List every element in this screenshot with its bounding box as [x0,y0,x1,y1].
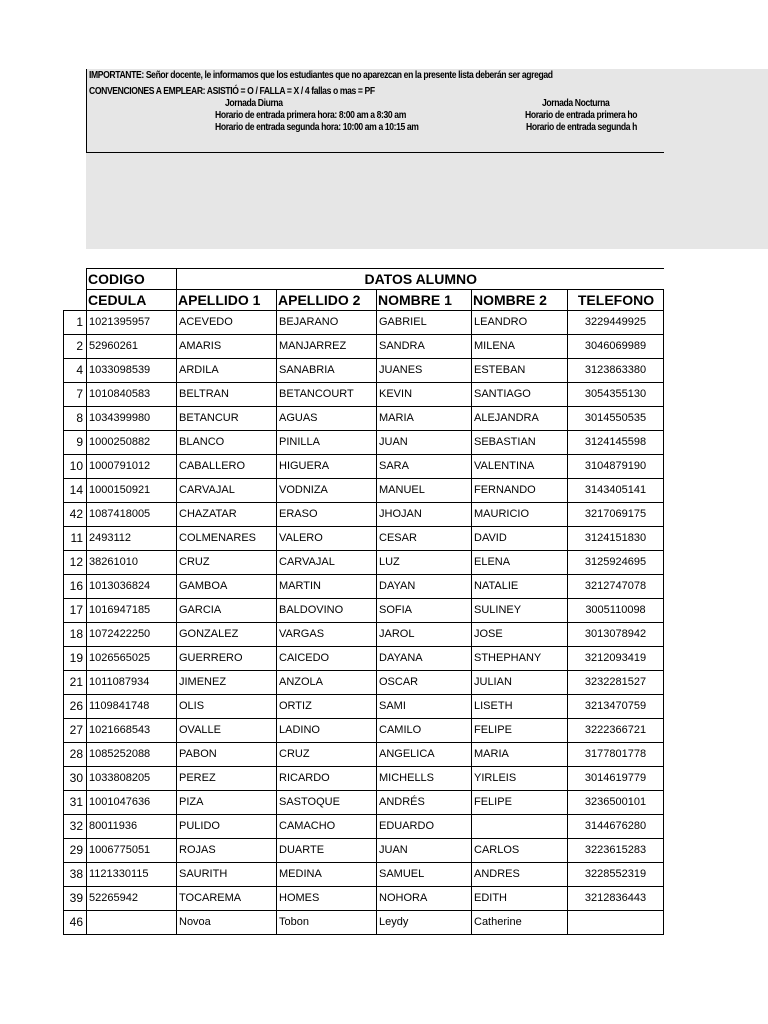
nombre-2-cell: MILENA [472,335,568,359]
cedula-cell: 1034399980 [87,407,177,431]
cedula-cell: 52960261 [87,335,177,359]
apellido-1-cell: GAMBOA [177,575,277,599]
apellido-1-cell: CRUZ [177,551,277,575]
row-number: 27 [64,719,87,743]
table-row [64,671,664,695]
apellido-1-cell: BELTRAN [177,383,277,407]
nombre-2-cell: ESTEBAN [472,359,568,383]
nombre-2-cell: SULINEY [472,599,568,623]
telefono-cell: 3212747078 [568,575,664,599]
nombre-1-cell: ANDRÉS [377,791,472,815]
table-row [64,359,664,383]
table-row [64,791,664,815]
nombre-2-cell: EDITH [472,887,568,911]
nombre-2-cell: LEANDRO [472,311,568,335]
cedula-cell: 1087418005 [87,503,177,527]
telefono-cell: 3144676280 [568,815,664,839]
apellido-1-cell: OLIS [177,695,277,719]
cedula-cell: 1021668543 [87,719,177,743]
apellido-1-cell: ROJAS [177,839,277,863]
student-table [63,268,664,935]
notice-box [86,69,664,153]
row-number: 39 [64,887,87,911]
nocturna-title: Jornada Nocturna [542,98,610,109]
row-number: 38 [64,863,87,887]
nombre-2-cell: DAVID [472,527,568,551]
apellido-1-cell: ARDILA [177,359,277,383]
telefono-cell: 3013078942 [568,623,664,647]
apellido-1-cell: PABON [177,743,277,767]
notice-important: IMPORTANTE: Señor docente, le informamos que los estudiantes que no aparezcan en la presente lista deberán ser agregad [89,70,553,81]
table-row [64,407,664,431]
nombre-2-cell: Catherine [472,911,568,935]
header-telefono: TELEFONO [568,290,664,311]
apellido-2-cell: MEDINA [277,863,377,887]
apellido-2-cell: MARTIN [277,575,377,599]
nombre-1-cell: MICHELLS [377,767,472,791]
table-row [64,431,664,455]
row-number: 4 [64,359,87,383]
nombre-2-cell: SEBASTIAN [472,431,568,455]
row-number: 26 [64,695,87,719]
header-row-top [64,269,664,290]
apellido-1-cell: CARVAJAL [177,479,277,503]
nombre-1-cell: MARIA [377,407,472,431]
nombre-2-cell: FERNANDO [472,479,568,503]
telefono-cell: 3212836443 [568,887,664,911]
telefono-cell: 3229449925 [568,311,664,335]
nombre-1-cell: SANDRA [377,335,472,359]
row-number: 30 [64,767,87,791]
nombre-2-cell: ALEJANDRA [472,407,568,431]
telefono-cell: 3228552319 [568,863,664,887]
apellido-2-cell: VALERO [277,527,377,551]
apellido-2-cell: Tobon [277,911,377,935]
row-number: 8 [64,407,87,431]
cedula-cell: 2493112 [87,527,177,551]
apellido-1-cell: CABALLERO [177,455,277,479]
telefono-cell: 3143405141 [568,479,664,503]
header-nombre-1: NOMBRE 1 [377,290,472,311]
table-row [64,695,664,719]
row-number: 2 [64,335,87,359]
row-number: 11 [64,527,87,551]
diurna-first-hour: Horario de entrada primera hora: 8:00 am a 8:30 am [215,110,406,121]
apellido-1-cell: SAURITH [177,863,277,887]
table-row [64,311,664,335]
apellido-2-cell: MANJARREZ [277,335,377,359]
apellido-2-cell: VODNIZA [277,479,377,503]
nombre-1-cell: GABRIEL [377,311,472,335]
apellido-1-cell: Novoa [177,911,277,935]
row-number: 46 [64,911,87,935]
telefono-cell: 3005110098 [568,599,664,623]
apellido-2-cell: BEJARANO [277,311,377,335]
corner-cell [64,269,87,290]
header-codigo: CODIGO [87,269,177,290]
apellido-2-cell: CAICEDO [277,647,377,671]
notice-conventions: CONVENCIONES A EMPLEAR: ASISTIÓ = O / FALLA = X / 4 fallas o mas = PF [89,86,375,97]
nombre-2-cell: STHEPHANY [472,647,568,671]
apellido-2-cell: AGUAS [277,407,377,431]
nombre-1-cell: SAMI [377,695,472,719]
cedula-cell: 1011087934 [87,671,177,695]
header-datos-alumno: DATOS ALUMNO [177,269,664,290]
header-apellido-1: APELLIDO 1 [177,290,277,311]
table-row [64,335,664,359]
apellido-2-cell: BETANCOURT [277,383,377,407]
nombre-1-cell: DAYAN [377,575,472,599]
table-row [64,911,664,935]
row-number: 14 [64,479,87,503]
row-number: 42 [64,503,87,527]
telefono-cell: 3236500101 [568,791,664,815]
nombre-2-cell: JOSE [472,623,568,647]
row-number: 31 [64,791,87,815]
apellido-1-cell: GARCIA [177,599,277,623]
nombre-1-cell: ANGELICA [377,743,472,767]
apellido-2-cell: SANABRIA [277,359,377,383]
cedula-cell: 1000250882 [87,431,177,455]
telefono-cell [568,911,664,935]
table-row [64,767,664,791]
nombre-2-cell: NATALIE [472,575,568,599]
row-number: 16 [64,575,87,599]
header-cedula: CEDULA [87,290,177,311]
header-nombre-2: NOMBRE 2 [472,290,568,311]
diurna-title: Jornada Diurna [225,98,283,109]
apellido-2-cell: CRUZ [277,743,377,767]
row-number: 7 [64,383,87,407]
apellido-1-cell: AMARIS [177,335,277,359]
apellido-2-cell: BALDOVINO [277,599,377,623]
row-number: 17 [64,599,87,623]
nombre-2-cell: ELENA [472,551,568,575]
apellido-2-cell: ANZOLA [277,671,377,695]
apellido-2-cell: SASTOQUE [277,791,377,815]
nombre-2-cell: ANDRES [472,863,568,887]
nombre-1-cell: EDUARDO [377,815,472,839]
apellido-1-cell: OVALLE [177,719,277,743]
apellido-1-cell: BETANCUR [177,407,277,431]
cedula-cell [87,911,177,935]
apellido-1-cell: GONZALEZ [177,623,277,647]
telefono-cell: 3124145598 [568,431,664,455]
cedula-cell: 52265942 [87,887,177,911]
table-row [64,887,664,911]
apellido-1-cell: TOCAREMA [177,887,277,911]
row-number: 12 [64,551,87,575]
nombre-1-cell: KEVIN [377,383,472,407]
telefono-cell: 3212093419 [568,647,664,671]
nombre-2-cell: MARIA [472,743,568,767]
apellido-2-cell: ORTIZ [277,695,377,719]
telefono-cell: 3014619779 [568,767,664,791]
cedula-cell: 1085252088 [87,743,177,767]
nombre-1-cell: JUAN [377,431,472,455]
nombre-1-cell: SOFIA [377,599,472,623]
table-row [64,575,664,599]
apellido-1-cell: PULIDO [177,815,277,839]
telefono-cell: 3054355130 [568,383,664,407]
apellido-1-cell: ACEVEDO [177,311,277,335]
telefono-cell: 3177801778 [568,743,664,767]
cedula-cell: 1072422250 [87,623,177,647]
nombre-1-cell: Leydy [377,911,472,935]
table-row [64,383,664,407]
cedula-cell: 1016947185 [87,599,177,623]
table-row [64,839,664,863]
telefono-cell: 3123863380 [568,359,664,383]
cedula-cell: 38261010 [87,551,177,575]
header-row-columns [64,290,664,311]
apellido-2-cell: RICARDO [277,767,377,791]
apellido-2-cell: CARVAJAL [277,551,377,575]
apellido-1-cell: COLMENARES [177,527,277,551]
row-number: 18 [64,623,87,647]
cedula-cell: 1121330115 [87,863,177,887]
apellido-2-cell: HIGUERA [277,455,377,479]
telefono-cell: 3046069989 [568,335,664,359]
header-apellido-2: APELLIDO 2 [277,290,377,311]
cedula-cell: 1026565025 [87,647,177,671]
apellido-1-cell: PEREZ [177,767,277,791]
corner-cell [64,290,87,311]
apellido-2-cell: PINILLA [277,431,377,455]
apellido-1-cell: GUERRERO [177,647,277,671]
table-row [64,503,664,527]
nombre-2-cell: SANTIAGO [472,383,568,407]
nombre-2-cell: VALENTINA [472,455,568,479]
nombre-2-cell: CARLOS [472,839,568,863]
apellido-1-cell: BLANCO [177,431,277,455]
nombre-2-cell: JULIAN [472,671,568,695]
table-row [64,863,664,887]
nombre-1-cell: MANUEL [377,479,472,503]
cedula-cell: 1109841748 [87,695,177,719]
nombre-2-cell: FELIPE [472,791,568,815]
cedula-cell: 1000150921 [87,479,177,503]
table-row [64,623,664,647]
apellido-1-cell: JIMENEZ [177,671,277,695]
table-row [64,815,664,839]
apellido-2-cell: CAMACHO [277,815,377,839]
apellido-2-cell: VARGAS [277,623,377,647]
telefono-cell: 3223615283 [568,839,664,863]
telefono-cell: 3217069175 [568,503,664,527]
table-row [64,527,664,551]
cedula-cell: 1033098539 [87,359,177,383]
nocturna-first-hour: Horario de entrada primera ho [525,110,638,121]
table-row [64,647,664,671]
row-number: 21 [64,671,87,695]
apellido-2-cell: DUARTE [277,839,377,863]
nombre-2-cell [472,815,568,839]
telefono-cell: 3124151830 [568,527,664,551]
nombre-2-cell: MAURICIO [472,503,568,527]
row-number: 29 [64,839,87,863]
nombre-1-cell: SAMUEL [377,863,472,887]
row-number: 19 [64,647,87,671]
table-row [64,599,664,623]
nombre-1-cell: CESAR [377,527,472,551]
cedula-cell: 1013036824 [87,575,177,599]
nocturna-second-hour: Horario de entrada segunda h [526,122,638,133]
apellido-1-cell: CHAZATAR [177,503,277,527]
nombre-1-cell: NOHORA [377,887,472,911]
apellido-2-cell: LADINO [277,719,377,743]
table-row [64,743,664,767]
nombre-1-cell: OSCAR [377,671,472,695]
nombre-1-cell: LUZ [377,551,472,575]
nombre-2-cell: LISETH [472,695,568,719]
telefono-cell: 3213470759 [568,695,664,719]
nombre-1-cell: SARA [377,455,472,479]
telefono-cell: 3222366721 [568,719,664,743]
table-row [64,479,664,503]
nombre-1-cell: CAMILO [377,719,472,743]
telefono-cell: 3125924695 [568,551,664,575]
cedula-cell: 1021395957 [87,311,177,335]
cedula-cell: 1006775051 [87,839,177,863]
nombre-1-cell: JHOJAN [377,503,472,527]
telefono-cell: 3104879190 [568,455,664,479]
nombre-2-cell: YIRLEIS [472,767,568,791]
telefono-cell: 3232281527 [568,671,664,695]
row-number: 32 [64,815,87,839]
row-number: 9 [64,431,87,455]
table-row [64,551,664,575]
apellido-1-cell: PIZA [177,791,277,815]
nombre-1-cell: JUANES [377,359,472,383]
row-number: 28 [64,743,87,767]
nombre-2-cell: FELIPE [472,719,568,743]
cedula-cell: 1000791012 [87,455,177,479]
cedula-cell: 1033808205 [87,767,177,791]
cedula-cell: 1010840583 [87,383,177,407]
table-row [64,455,664,479]
nombre-1-cell: JAROL [377,623,472,647]
nombre-1-cell: DAYANA [377,647,472,671]
apellido-2-cell: ERASO [277,503,377,527]
nombre-1-cell: JUAN [377,839,472,863]
apellido-2-cell: HOMES [277,887,377,911]
row-number: 10 [64,455,87,479]
diurna-second-hour: Horario de entrada segunda hora: 10:00 am a 10:15 am [215,122,419,133]
cedula-cell: 1001047636 [87,791,177,815]
cedula-cell: 80011936 [87,815,177,839]
table-row [64,719,664,743]
row-number: 1 [64,311,87,335]
telefono-cell: 3014550535 [568,407,664,431]
